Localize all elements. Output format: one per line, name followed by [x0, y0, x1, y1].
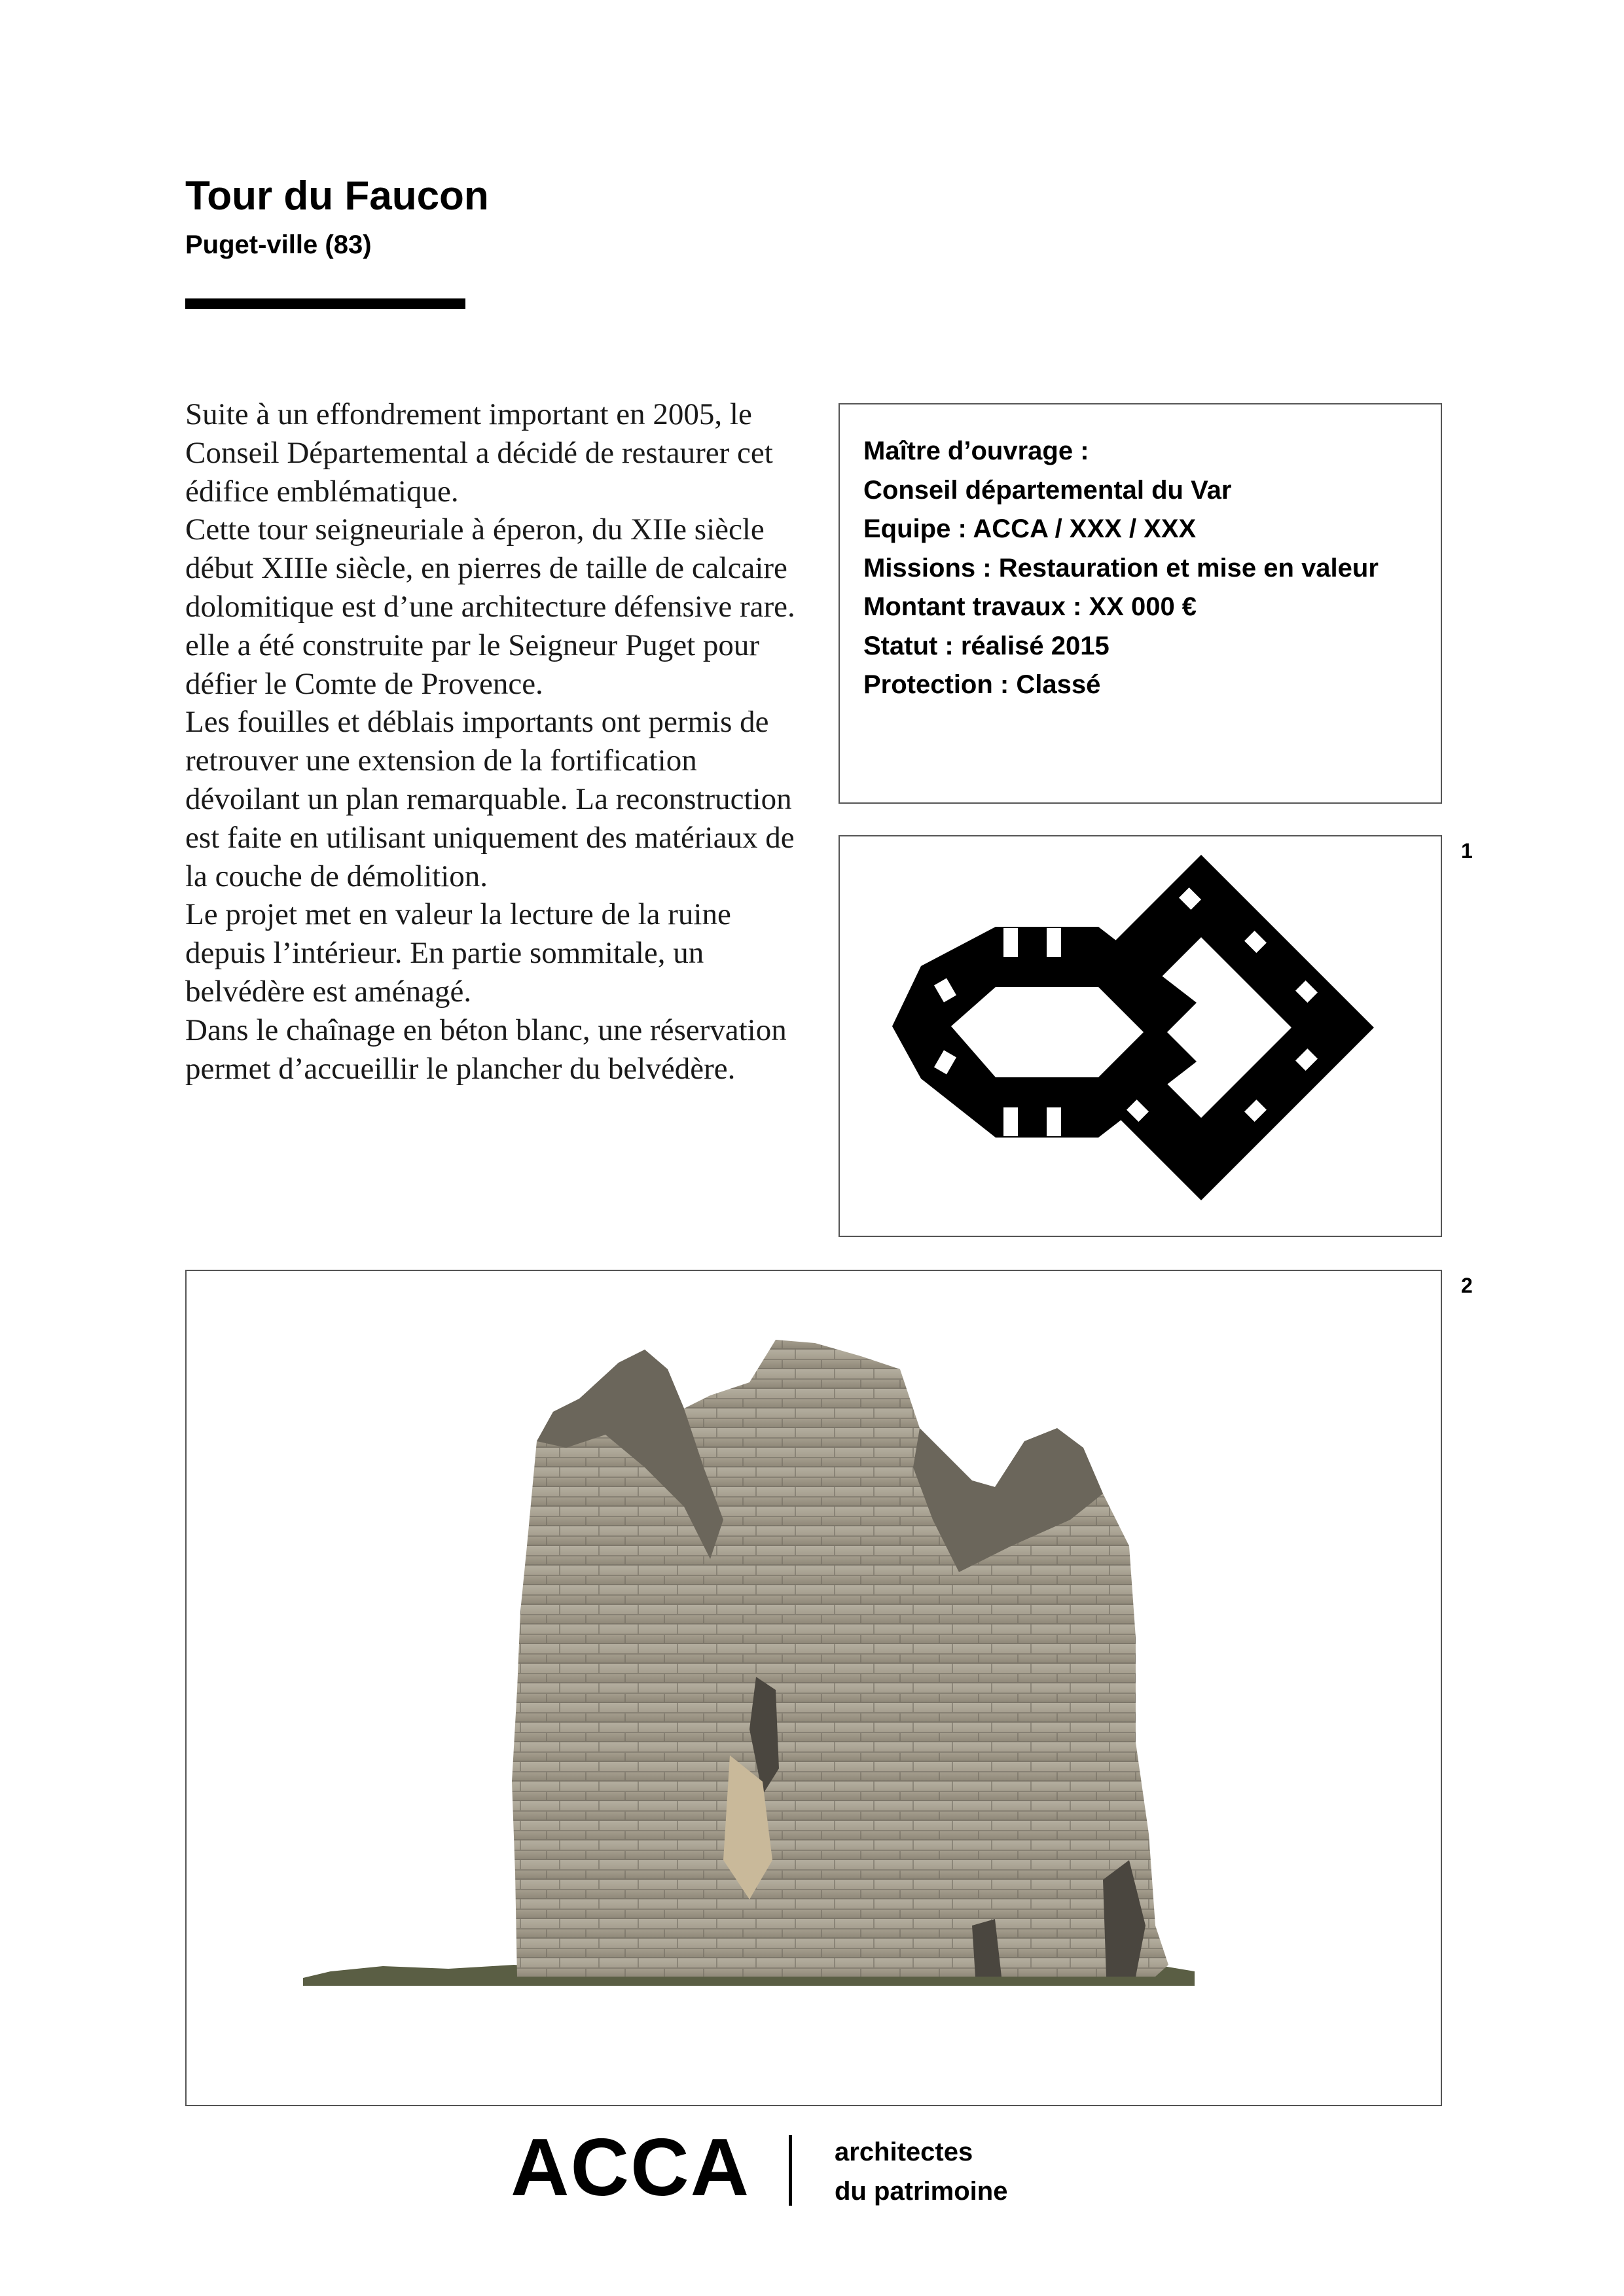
- ruin-photo-figure: [185, 1270, 1442, 2106]
- info-line-team: Equipe : ACCA / XXX / XXX: [863, 514, 1197, 543]
- description-paragraph: Cette tour seigneuriale à éperon, du XIIe siècle début XIIIe siècle, en pierres de taille de calcaire dolomitique est d’une architecture défensive rare. elle a été construite par le Seigneur Puget pour défier le Comte de Provence.: [185, 512, 795, 701]
- square-tower-wall: [1093, 855, 1374, 1200]
- info-line-status: Statut : réalisé 2015: [863, 631, 1110, 660]
- tagline-line-1: architectes: [835, 2138, 973, 2166]
- info-line-budget: Montant travaux : XX 000 €: [863, 592, 1197, 621]
- description-text: [185, 395, 801, 1088]
- info-line-missions: Missions : Restauration et mise en valeur: [863, 553, 1379, 583]
- project-info-box: [839, 403, 1442, 804]
- project-info-list: [863, 432, 1379, 705]
- info-line-owner-label: Maître d’ouvrage :: [863, 437, 1089, 465]
- tagline-line-2: du patrimoine: [835, 2177, 1008, 2206]
- floor-plan-drawing: [840, 836, 1441, 1236]
- page-subtitle: Puget-ville (83): [185, 230, 372, 259]
- description-paragraph: Les fouilles et déblais importants ont permis de retrouver une extension de la fortification dévoilant un plan remarquable. La reconstruction est faite en utilisant uniquement des matériaux de la couche de démolition.: [185, 705, 795, 893]
- tower-ruin-image: [187, 1271, 1441, 2105]
- info-line-owner: Conseil départemental du Var: [863, 475, 1232, 505]
- description-paragraph: Suite à un effondrement important en 2005, le Conseil Départemental a décidé de restaurer cet édifice emblématique.: [185, 397, 773, 509]
- title-divider: [185, 298, 465, 309]
- company-tagline: [835, 2132, 1007, 2211]
- figure-number-1: 1: [1461, 839, 1473, 863]
- floor-plan-figure: [839, 835, 1442, 1237]
- info-line-protection: Protection : Classé: [863, 670, 1101, 699]
- figure-number-2: 2: [1461, 1274, 1473, 1297]
- company-logo: ACCA: [511, 2123, 751, 2213]
- description-paragraph: Dans le chaînage en béton blanc, une réservation permet d’accueillir le plancher du belvédère.: [185, 1013, 787, 1086]
- logo-separator: [789, 2135, 792, 2206]
- page-title: Tour du Faucon: [185, 173, 489, 219]
- description-paragraph: Le projet met en valeur la lecture de la ruine depuis l’intérieur. En partie sommitale, un belvédère est aménagé.: [185, 897, 731, 1009]
